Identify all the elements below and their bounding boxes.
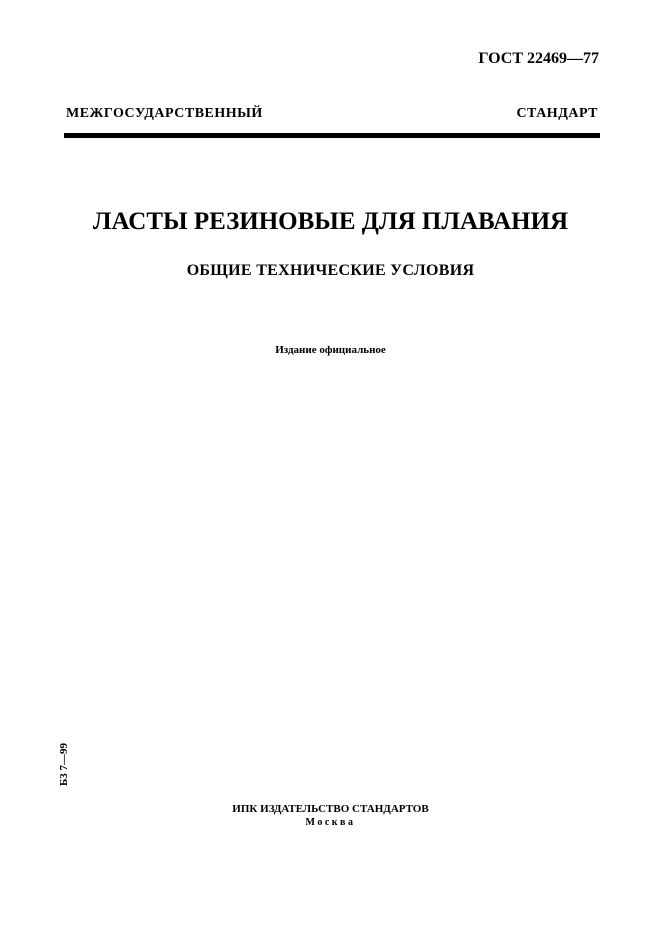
header-rule (64, 133, 600, 138)
publisher-name: ИПК ИЗДАТЕЛЬСТВО СТАНДАРТОВ (232, 803, 429, 815)
publisher-city: Москва (305, 817, 356, 828)
document-title: ЛАСТЫ РЕЗИНОВЫЕ ДЛЯ ПЛАВАНИЯ (92, 208, 569, 235)
side-catalog-code: Б3 7—99 (58, 742, 70, 786)
standard-code: ГОСТ 22469—77 (478, 50, 599, 67)
edition-note: Издание официальное (275, 344, 386, 356)
document-subtitle: ОБЩИЕ ТЕХНИЧЕСКИЕ УСЛОВИЯ (186, 262, 475, 279)
standard-category: МЕЖГОСУДАРСТВЕННЫЙ СТАНДАРТ (66, 106, 598, 121)
